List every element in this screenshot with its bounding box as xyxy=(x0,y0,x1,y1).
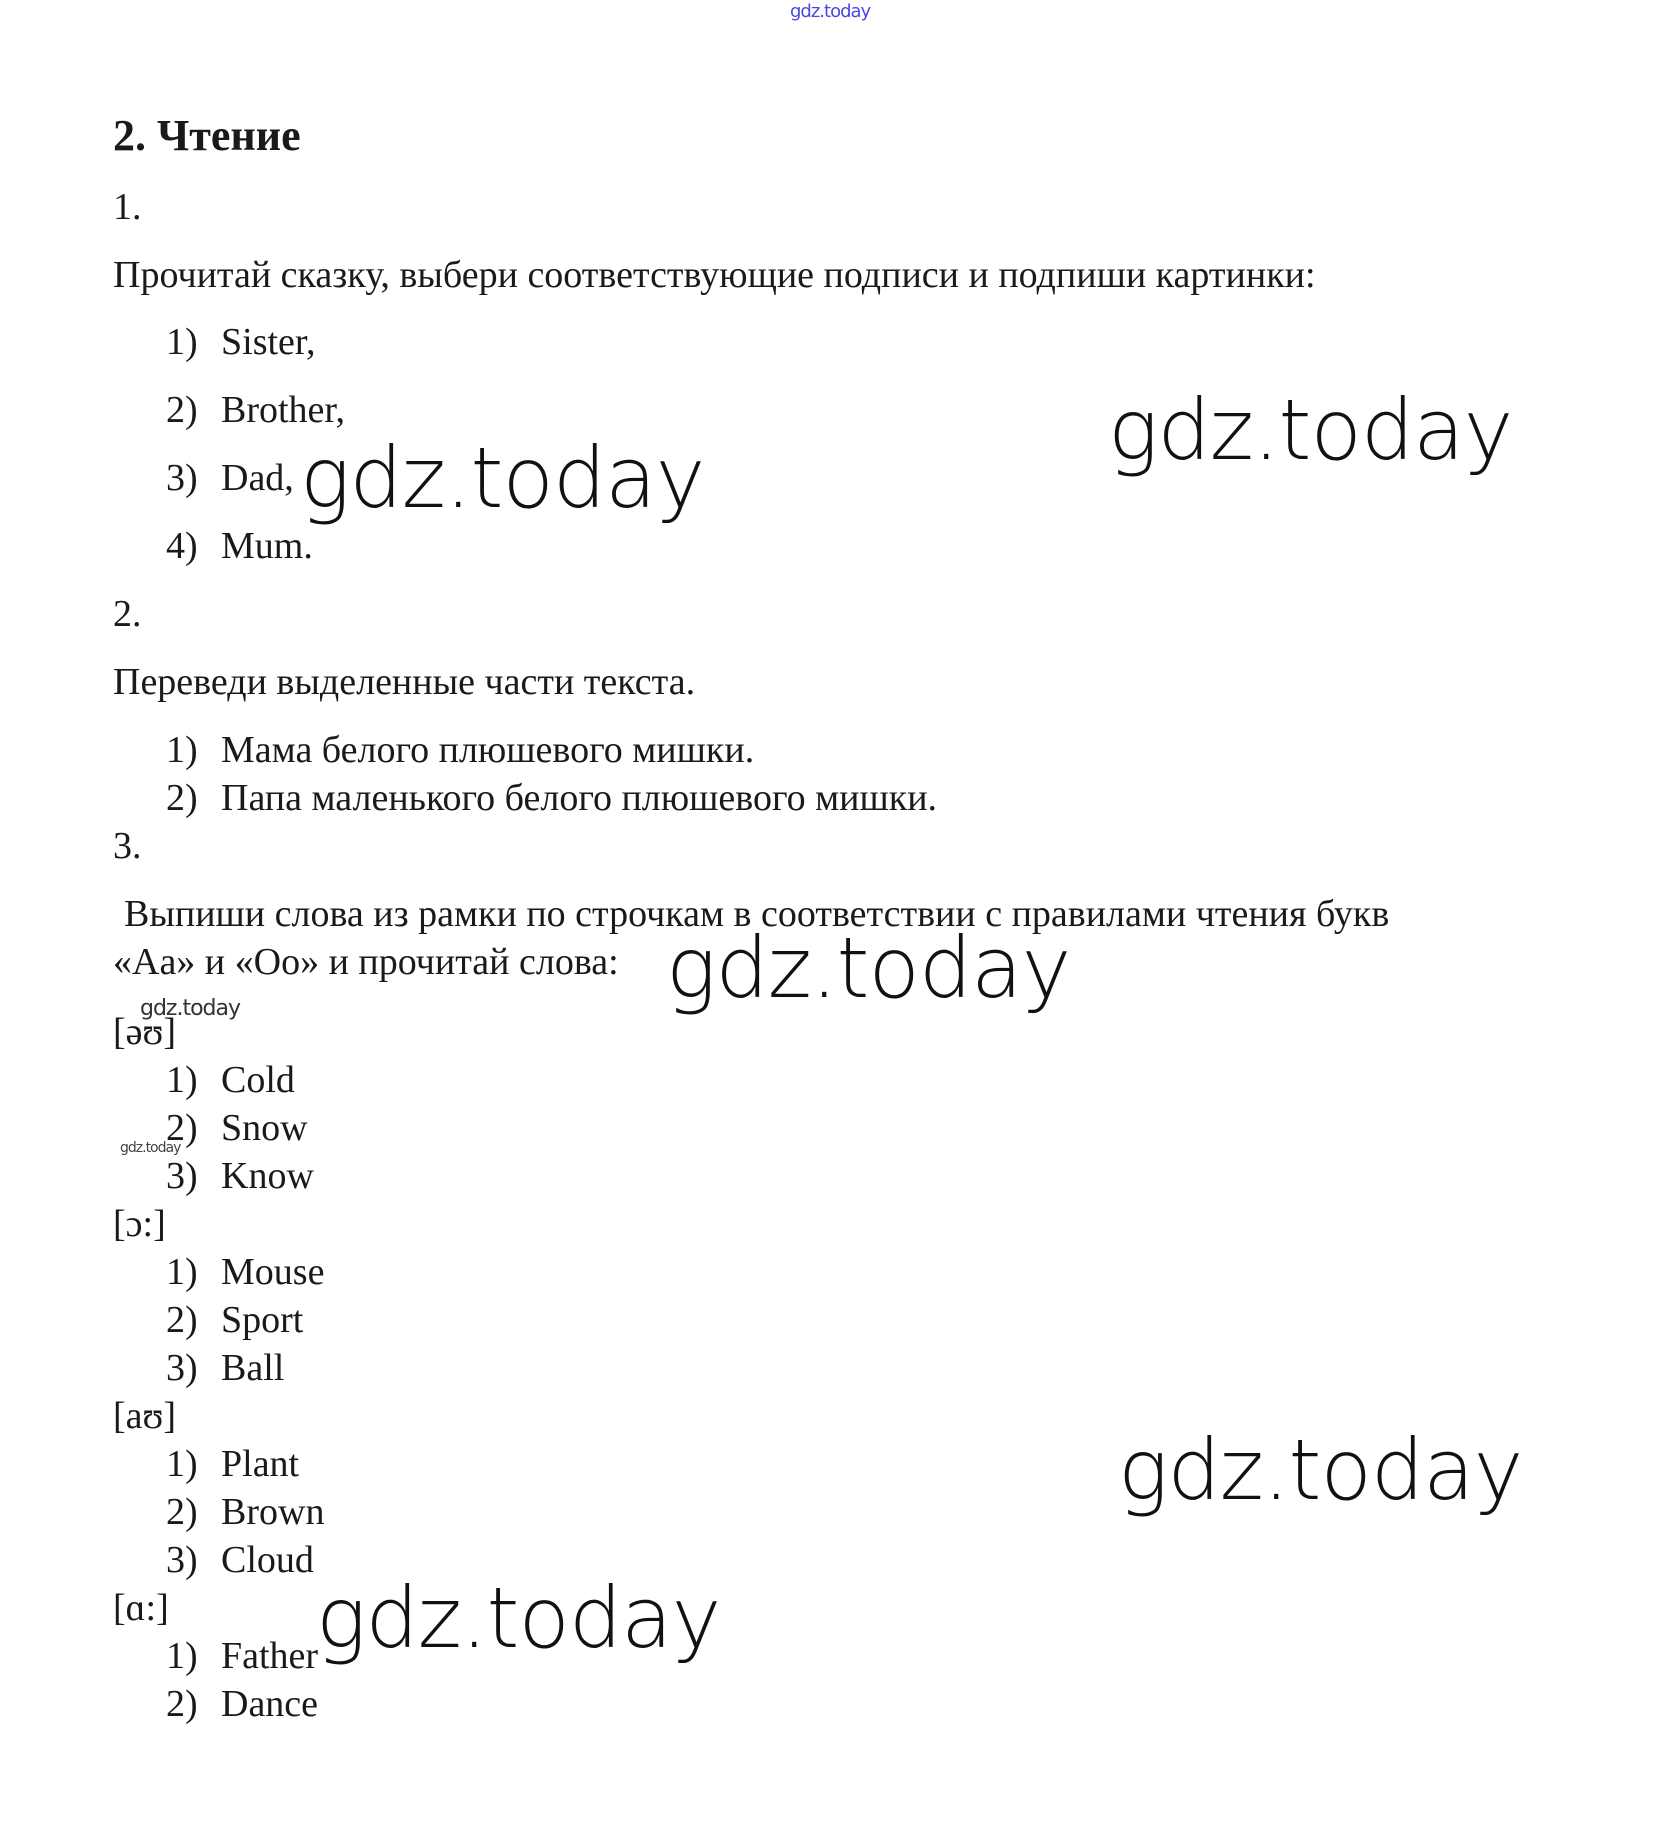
item-text: Sport xyxy=(221,1299,304,1341)
item-number: 4) xyxy=(166,525,198,567)
item-text: Cloud xyxy=(221,1539,314,1581)
item-number: 2) xyxy=(166,1107,198,1149)
word-item xyxy=(166,1490,324,1534)
word-item xyxy=(166,1106,308,1150)
word-item xyxy=(166,1154,314,1198)
sound-label: [ɑ:] xyxy=(113,1587,169,1629)
item-text: Папа маленького белого плюшевого мишки. xyxy=(221,777,938,819)
task2-item xyxy=(166,776,937,820)
word-item xyxy=(166,1346,284,1390)
item-text: Plant xyxy=(221,1443,300,1485)
item-number: 2) xyxy=(166,1683,198,1725)
item-text: Brown xyxy=(221,1491,325,1533)
watermark-tiny: gdz.today xyxy=(120,1140,181,1156)
item-text: Mouse xyxy=(221,1251,325,1293)
item-text: Dad, xyxy=(221,457,294,499)
watermark-large: gdz.today xyxy=(1108,381,1513,479)
item-number: 3) xyxy=(166,457,198,499)
item-number: 2) xyxy=(166,1491,198,1533)
watermark-top: gdz.today xyxy=(790,1,871,22)
item-text: Know xyxy=(221,1155,314,1197)
item-text: Ball xyxy=(221,1347,285,1389)
task2-instruction: Переведи выделенные части текста. xyxy=(113,661,696,703)
item-number: 1) xyxy=(166,729,198,771)
word-item xyxy=(166,1298,303,1342)
task1-item xyxy=(166,320,316,364)
word-item xyxy=(166,1058,295,1102)
watermark-large: gdz.today xyxy=(316,1569,721,1667)
item-text: Cold xyxy=(221,1059,295,1101)
item-number: 3) xyxy=(166,1155,198,1197)
item-text: Sister, xyxy=(221,321,316,363)
watermark-large: gdz.today xyxy=(1118,1421,1523,1519)
item-number: 3) xyxy=(166,1539,198,1581)
word-item xyxy=(166,1682,318,1726)
task3-number: 3. xyxy=(113,825,142,867)
sound-label: [əʊ] xyxy=(113,1011,177,1053)
word-item xyxy=(166,1442,299,1486)
task3-instruction-line2: «Aa» и «Oo» и прочитай слова: xyxy=(113,941,619,983)
watermark-small: gdz.today xyxy=(140,996,241,1021)
sound-label: [ɔ:] xyxy=(113,1203,166,1245)
item-number: 2) xyxy=(166,389,198,431)
word-item xyxy=(166,1634,318,1678)
word-item xyxy=(166,1538,314,1582)
item-text: Мама белого плюшевого мишки. xyxy=(221,729,755,771)
item-text: Father xyxy=(221,1635,319,1677)
item-number: 1) xyxy=(166,1443,198,1485)
task1-item xyxy=(166,456,294,500)
task1-number: 1. xyxy=(113,186,142,228)
item-number: 3) xyxy=(166,1347,198,1389)
item-number: 1) xyxy=(166,1059,198,1101)
item-number: 1) xyxy=(166,321,198,363)
task1-instruction: Прочитай сказку, выбери соответствующие подписи и подпиши картинки: xyxy=(113,254,1316,296)
task3-instruction-line1: Выпиши слова из рамки по строчкам в соответствии с правилами чтения букв xyxy=(124,893,1390,935)
watermark-large: gdz.today xyxy=(666,919,1071,1017)
item-number: 1) xyxy=(166,1251,198,1293)
item-text: Brother, xyxy=(221,389,346,431)
task2-item xyxy=(166,728,754,772)
section-heading: 2. Чтение xyxy=(113,111,301,160)
task1-item xyxy=(166,388,345,432)
item-number: 1) xyxy=(166,1635,198,1677)
item-number: 2) xyxy=(166,777,198,819)
task1-item xyxy=(166,524,313,568)
sound-label: [aʊ] xyxy=(113,1395,177,1437)
item-number: 2) xyxy=(166,1299,198,1341)
word-item xyxy=(166,1250,324,1294)
item-text: Snow xyxy=(221,1107,308,1149)
task2-number: 2. xyxy=(113,593,142,635)
item-text: Dance xyxy=(221,1683,319,1725)
watermark-large: gdz.today xyxy=(300,429,705,527)
item-text: Mum. xyxy=(221,525,313,567)
